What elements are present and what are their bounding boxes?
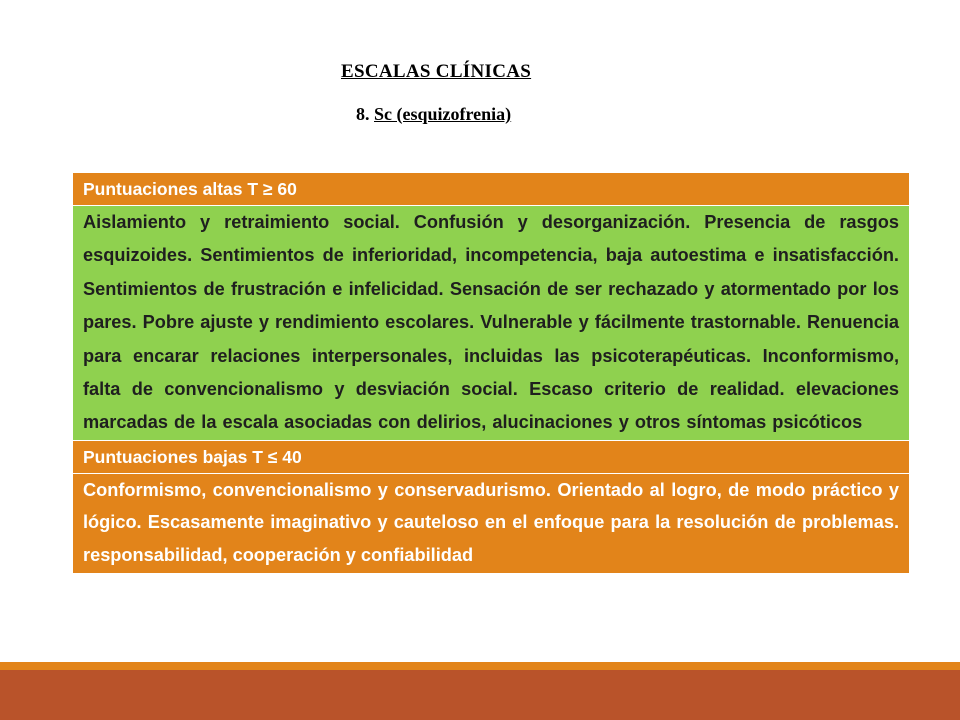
table-row [73,473,910,574]
scores-table [72,172,910,574]
low-scores-description: Conformismo, convencionalismo y conservadurismo. Orientado al logro, de modo práctico y lógico. Escasamente imaginativo y cauteloso en el enfoque para la resolución de problemas. responsabilidad, cooperación y confiabilidad [73,473,910,574]
subtitle-number: 8. [356,104,370,124]
footer-bar [0,670,960,720]
table-row [73,206,910,441]
table-row [73,173,910,206]
high-scores-header: Puntuaciones altas T ≥ 60 [73,173,910,206]
footer-accent-band [0,662,960,670]
low-scores-header: Puntuaciones bajas T ≤ 40 [73,440,910,473]
table-row [73,440,910,473]
high-scores-description: Aislamiento y retraimiento social. Confusión y desorganización. Presencia de rasgos esquizoides. Sentimientos de inferioridad, incompetencia, baja autoestima e insatisfacción. Sentimientos de frustración e infelicidad. Sensación de ser rechazado y atormentado por los pares. Pobre ajuste y rendimiento escolares. Vulnerable y fácilmente trastornable. Renuencia para encarar relaciones interpersonales, incluidas las psicoterapéuticas. Inconformismo, falta de convencionalismo y desviación social. Escaso criterio de realidad. elevaciones marcadas de la escala asociadas con delirios, alucinaciones y otros síntomas psicóticos [73,206,910,441]
subtitle-text: Sc (esquizofrenia) [374,104,512,124]
page-subtitle [356,104,511,125]
page-title: ESCALAS CLÍNICAS [341,61,532,82]
